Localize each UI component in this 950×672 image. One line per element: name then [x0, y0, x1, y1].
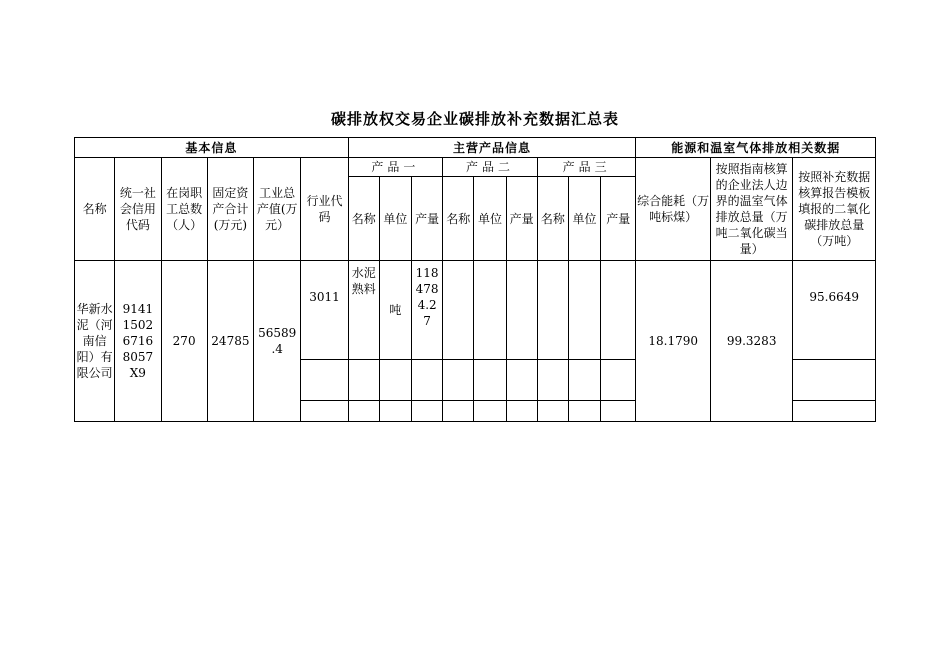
- header-p2-output: 产量: [506, 177, 537, 261]
- page-title: 碳排放权交易企业碳排放补充数据汇总表: [330, 110, 619, 128]
- header-p3-name: 名称: [537, 177, 568, 261]
- section-energy-emissions: 能源和温室气体排放相关数据: [636, 138, 876, 158]
- header-product-1: 产品一: [348, 158, 443, 177]
- cell-empty: [506, 360, 537, 401]
- cell-empty: [568, 360, 600, 401]
- cell-empty: [301, 401, 348, 422]
- header-energy-consumption: 综合能耗（万吨标煤）: [636, 158, 710, 261]
- cell-p1-name: 水泥熟料: [348, 261, 379, 360]
- header-p3-unit: 单位: [568, 177, 600, 261]
- cell-empty: [601, 401, 636, 422]
- header-fixed-assets: 固定资产合计(万元): [207, 158, 253, 261]
- header-emission-guide: 按照指南核算的企业法人边界的温室气体排放总量（万吨二氧化碳当量）: [710, 158, 792, 261]
- cell-p1-unit: 吨: [379, 261, 411, 360]
- cell-industry-code: 3011: [301, 261, 348, 360]
- cell-emission-report: 95.6649: [793, 261, 876, 360]
- cell-empty: [568, 401, 600, 422]
- cell-credit-code: 9141 1502 6716 8057 X9: [115, 261, 161, 422]
- header-product-2: 产品二: [443, 158, 538, 177]
- cell-emission-guide: 99.3283: [710, 261, 792, 422]
- header-p1-unit: 单位: [379, 177, 411, 261]
- header-product-3: 产品三: [537, 158, 636, 177]
- header-p2-name: 名称: [443, 177, 474, 261]
- section-product-info: 主营产品信息: [348, 138, 636, 158]
- cell-p1-output: 118 478 4.2 7: [412, 261, 443, 360]
- cell-empty: [443, 360, 474, 401]
- header-p2-unit: 单位: [474, 177, 506, 261]
- cell-company-name: 华新水泥（河南信阳）有限公司: [75, 261, 115, 422]
- cell-empty: [412, 401, 443, 422]
- header-output-value: 工业总产值(万元）: [254, 158, 301, 261]
- header-employees: 在岗职工总数（人）: [161, 158, 207, 261]
- cell-empty: [506, 401, 537, 422]
- cell-empty: [793, 360, 876, 401]
- cell-empty: [348, 360, 379, 401]
- cell-empty: [537, 401, 568, 422]
- cell-p2-output: [506, 261, 537, 360]
- cell-empty: [379, 360, 411, 401]
- section-basic-info: 基本信息: [75, 138, 349, 158]
- header-credit-code: 统一社会信用代码: [115, 158, 161, 261]
- cell-employees: 270: [161, 261, 207, 422]
- cell-empty: [412, 360, 443, 401]
- cell-energy-consumption: 18.1790: [636, 261, 710, 422]
- cell-p3-name: [537, 261, 568, 360]
- cell-fixed-assets: 24785: [207, 261, 253, 422]
- header-p1-output: 产量: [412, 177, 443, 261]
- header-name: 名称: [75, 158, 115, 261]
- cell-output-value: 56589 .4: [254, 261, 301, 422]
- cell-empty: [301, 360, 348, 401]
- cell-empty: [348, 401, 379, 422]
- cell-p2-name: [443, 261, 474, 360]
- cell-p3-output: [601, 261, 636, 360]
- cell-empty: [443, 401, 474, 422]
- cell-empty: [537, 360, 568, 401]
- header-p3-output: 产量: [601, 177, 636, 261]
- cell-p3-unit: [568, 261, 600, 360]
- cell-empty: [793, 401, 876, 422]
- cell-empty: [379, 401, 411, 422]
- cell-empty: [474, 401, 506, 422]
- cell-empty: [601, 360, 636, 401]
- cell-p2-unit: [474, 261, 506, 360]
- summary-table: [74, 137, 876, 422]
- cell-empty: [474, 360, 506, 401]
- header-industry-code: 行业代码: [301, 158, 348, 261]
- header-emission-report: 按照补充数据核算报告模板填报的二氧化碳排放总量（万吨）: [793, 158, 876, 261]
- header-p1-name: 名称: [348, 177, 379, 261]
